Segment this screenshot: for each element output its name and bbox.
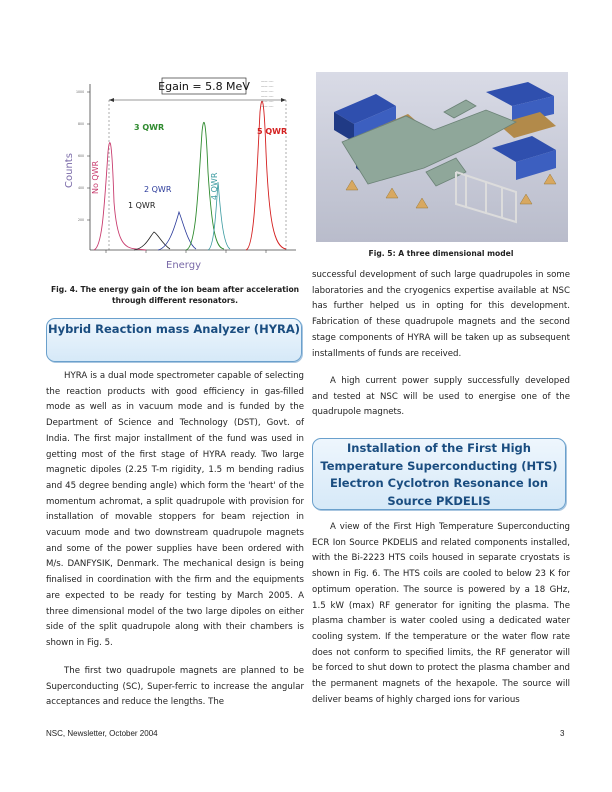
footer-newsletter: NSC, Newsletter, October 2004 [46, 729, 158, 738]
svg-text:—— ----: —— ---- [261, 79, 274, 83]
fig5-3d-model-image [316, 72, 568, 242]
hyra-paragraph-1: HYRA is a dual mode spectrometer capable of selecting the reaction products with good efficiency in gas-filled mode as well as in vacuum mode and is funded by the Department of Science and Technology (DST), Govt. of India. The first major installment of the fund was used in getting most of the first stage of HYRA ready. Two large magnetic dipoles (2.25 T-m rigidity, 1.5 m bending radius and 45 degree bending angle) which form the 'heart' of the momentum achromat, a split quadrupole with provision for installation of movable stoppers for beam rejection in vacuum mode and two downstream quadrupole magnets and some of the power supplies have been ordered with M/s. DANFYSIK, Denmark. The mechanical design is being finalised in coordination with the firm and the equipments are expected to be ready for testing by March 2005. A three dimensional model of the two large dipoles on either side of the split quadrupole along with their chambers is shown in Fig. 5. [46, 371, 304, 648]
label-4-qwr: 4 QWR [210, 172, 219, 200]
label-no-qwr: No QWR [91, 160, 100, 194]
egain-label: Egain = 5.8 MeV [158, 80, 250, 93]
svg-text:—— ----: —— ---- [261, 89, 274, 93]
hts-heading: Installation of the First High Temperature Superconducting (HTS) Electron Cyclotron Resonance Ion Source PKDELIS [312, 438, 566, 510]
peak-no-qwr [94, 143, 146, 250]
svg-text:—— ----: —— ---- [261, 99, 274, 103]
hyra-paragraph-2: The first two quadrupole magnets are planned to be Superconducting (SC), Super-ferric to increase the angular acceptances and reduce the lengths. The [46, 666, 304, 708]
svg-text:400: 400 [78, 186, 85, 190]
fig4-energy-spectrum [46, 72, 304, 282]
svg-text:1000: 1000 [76, 90, 85, 94]
fig4-xlabel: Energy [166, 260, 202, 271]
right-paragraph-2: A high current power supply successfully developed and tested at NSC will be used to energise one of the quadrupole magnets. [312, 376, 570, 418]
hts-paragraph-1: A view of the First High Temperature Superconducting ECR Ion Source PKDELIS and related components installed, with the Bi-2223 HTS coils housed in separate cryostats is shown in Fig. 6. The HTS coils are cooled to below 23 K for optimum operation. The source is powered by a 18 GHz, 1.5 kW (max) RF generator for igniting the plasma. The plasma chamber is water cooled using a dedicated water cooling system. If the temperature or the water flow rate does not conform to specified limits, the RF generator will be forced to shut down to protect the plasma chamber and the permanent magnets of the hexapole. The source will deliver beams of highly charged ions for various [312, 522, 570, 705]
svg-text:—— ----: —— ---- [261, 94, 274, 98]
fig4-ylabel: Counts [64, 153, 75, 188]
page-number: 3 [560, 729, 565, 738]
label-2-qwr: 2 QWR [144, 185, 172, 194]
svg-text:600: 600 [78, 154, 85, 158]
svg-text:—— ----: —— ---- [261, 104, 274, 108]
label-3-qwr: 3 QWR [134, 123, 165, 132]
label-1-qwr: 1 QWR [128, 201, 156, 210]
svg-text:200: 200 [78, 218, 85, 222]
peak-1-qwr [134, 232, 170, 250]
svg-text:800: 800 [78, 122, 85, 126]
right-paragraph-1: successful development of such large quadrupoles in some laboratories and the cryogenics expertise available at NSC has further helped us in opting for this development. Fabrication of these quadrupole magnets and the second stage components of HYRA will be taken up as subsequent installments of funds are received. [312, 270, 570, 359]
label-5-qwr: 5 QWR [257, 127, 288, 136]
fig4-caption: Fig. 4. The energy gain of the ion beam after acceleration through different resonators. [50, 285, 300, 305]
peak-5-qwr [246, 101, 286, 250]
svg-text:—— ----: —— ---- [261, 84, 274, 88]
fig5-caption: Fig. 5: A three dimensional model [368, 249, 514, 258]
hyra-heading: Hybrid Reaction mass Analyzer (HYRA) [46, 318, 302, 362]
